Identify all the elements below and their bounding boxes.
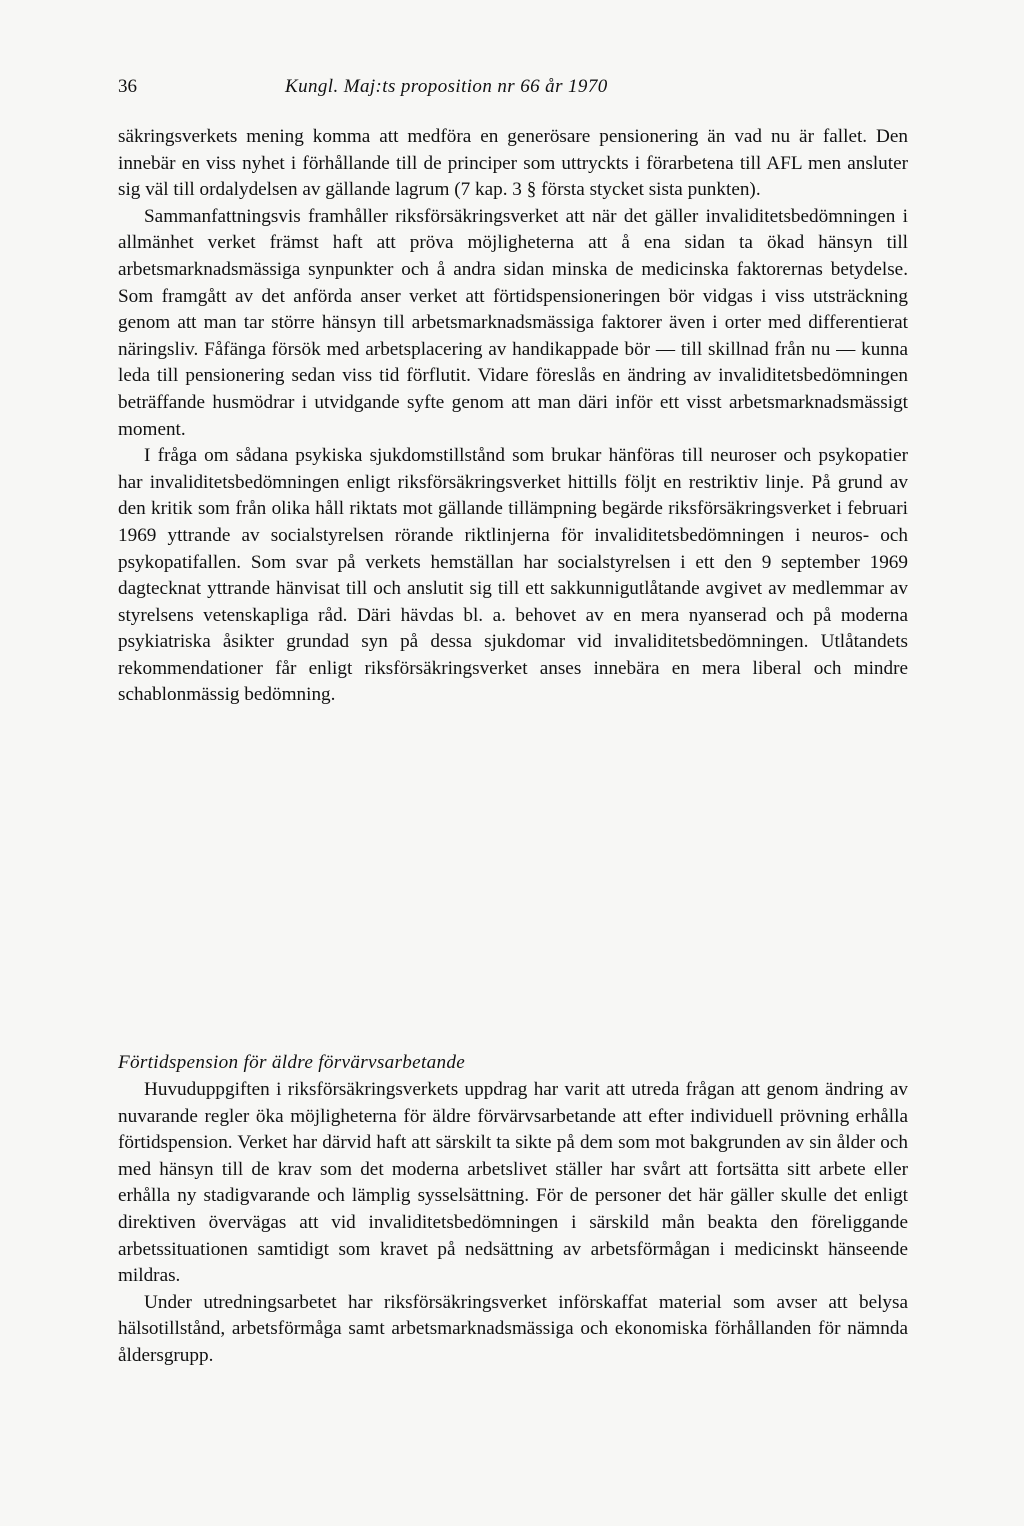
paragraph-summary: Sammanfattningsvis framhåller riksförsäkringsverket att när det gäller invaliditetsbedömningen i allmänhet verket främst haft att pröva möjligheterna att å ena sidan ta ökad hänsyn till arbetsmarknadsmässiga synpunkter och å andra sidan minska de medicinska faktorernas betydelse. Som framgått av det anförda anser verket att förtidspensioneringen bör vidgas i viss utsträckning genom att man tar större hänsyn till arbetsmarknadsmässiga faktorer även i orter med differentierat näringsliv. Fåfänga försök med arbetsplacering av handikappade bör — till skillnad från nu — kunna leda till pensionering sedan viss tid förflutit. Vidare föreslås en ändring av invaliditetsbedömningen beträffande husmödrar i utvidgande syfte genom att man däri inför ett visst arbetsmarknadsmässigt moment. (118, 205, 908, 440)
section-heading: Förtidspension för äldre förvärvsarbetande (118, 1052, 466, 1073)
page-header (118, 76, 908, 108)
paragraph-neuroses: I fråga om sådana psykiska sjukdomstillstånd som brukar hänföras till neuroser och psykopatier har invaliditetsbedömningen enligt riksförsäkringsverket hittills följt en restriktiv linje. På grund av den kritik som från olika håll riktats mot gällande tillämpning begärde riksförsäkringsverket i februari 1969 yttrande av socialstyrelsen rörande riktlinjerna för invaliditetsbedömningen i neuros- och psykopatifallen. Som svar på verkets hemställan har socialstyrelsen i ett den 9 september 1969 dagtecknat yttrande hänvisat till och anslutit sig till ett sakkunnigutlåtande avgivet av medlemmar av styrelsens vetenskapliga råd. Däri hävdas bl. a. behovet av en mera nyanserad och på moderna psykiatriska åsikter grundad syn på dessa sjukdomar vid invaliditetsbedömningen. Utlåtandets rekommendationer får enligt riksförsäkringsverket anses innebära en mera liberal och mindre schablonmässig bedömning. (118, 445, 908, 706)
paragraph-main-task: Huvuduppgiften i riksförsäkringsverkets uppdrag har varit att utreda frågan att genom ändring av nuvarande regler öka möjligheterna för äldre förvärvsarbetande att efter individuell prövning erhålla förtidspension. Verket har därvid haft att särskilt ta sikte på dem som mot bakgrunden av sin ålder och med hänsyn till de krav som det moderna arbetslivet ställer har svårt att fortsätta sitt arbete eller erhålla ny stadigvarande och lämplig sysselsättning. För de personer det här gäller skulle det enligt direktiven övervägas att vid invaliditetsbedömningen i särskild mån beakta den föreliggande arbetssituationen samtidigt som kravet på nedsättning av arbetsförmågan i medicinskt hänseende mildras. (118, 1079, 908, 1287)
page-number: 36 (118, 76, 137, 97)
running-title: Kungl. Maj:ts proposition nr 66 år 1970 (285, 76, 608, 97)
body-text (118, 124, 908, 709)
paragraph-continued: säkringsverkets mening komma att medföra en generösare pensionering än vad nu är fallet. Den innebär en viss nyhet i förhållande till de principer som uttryckts i förarbetena till AFL men ansluter sig väl till ordalydelsen av gällande lagrum (7 kap. 3 § första stycket sista punkten). (118, 126, 908, 201)
section-text (118, 1077, 908, 1370)
paragraph-investigation: Under utredningsarbetet har riksförsäkringsverket införskaffat material som avser att belysa hälsotillstånd, arbetsförmåga samt arbetsmarknadsmässiga och ekonomiska förhållanden för nämnda åldersgrupp. (118, 1291, 908, 1366)
